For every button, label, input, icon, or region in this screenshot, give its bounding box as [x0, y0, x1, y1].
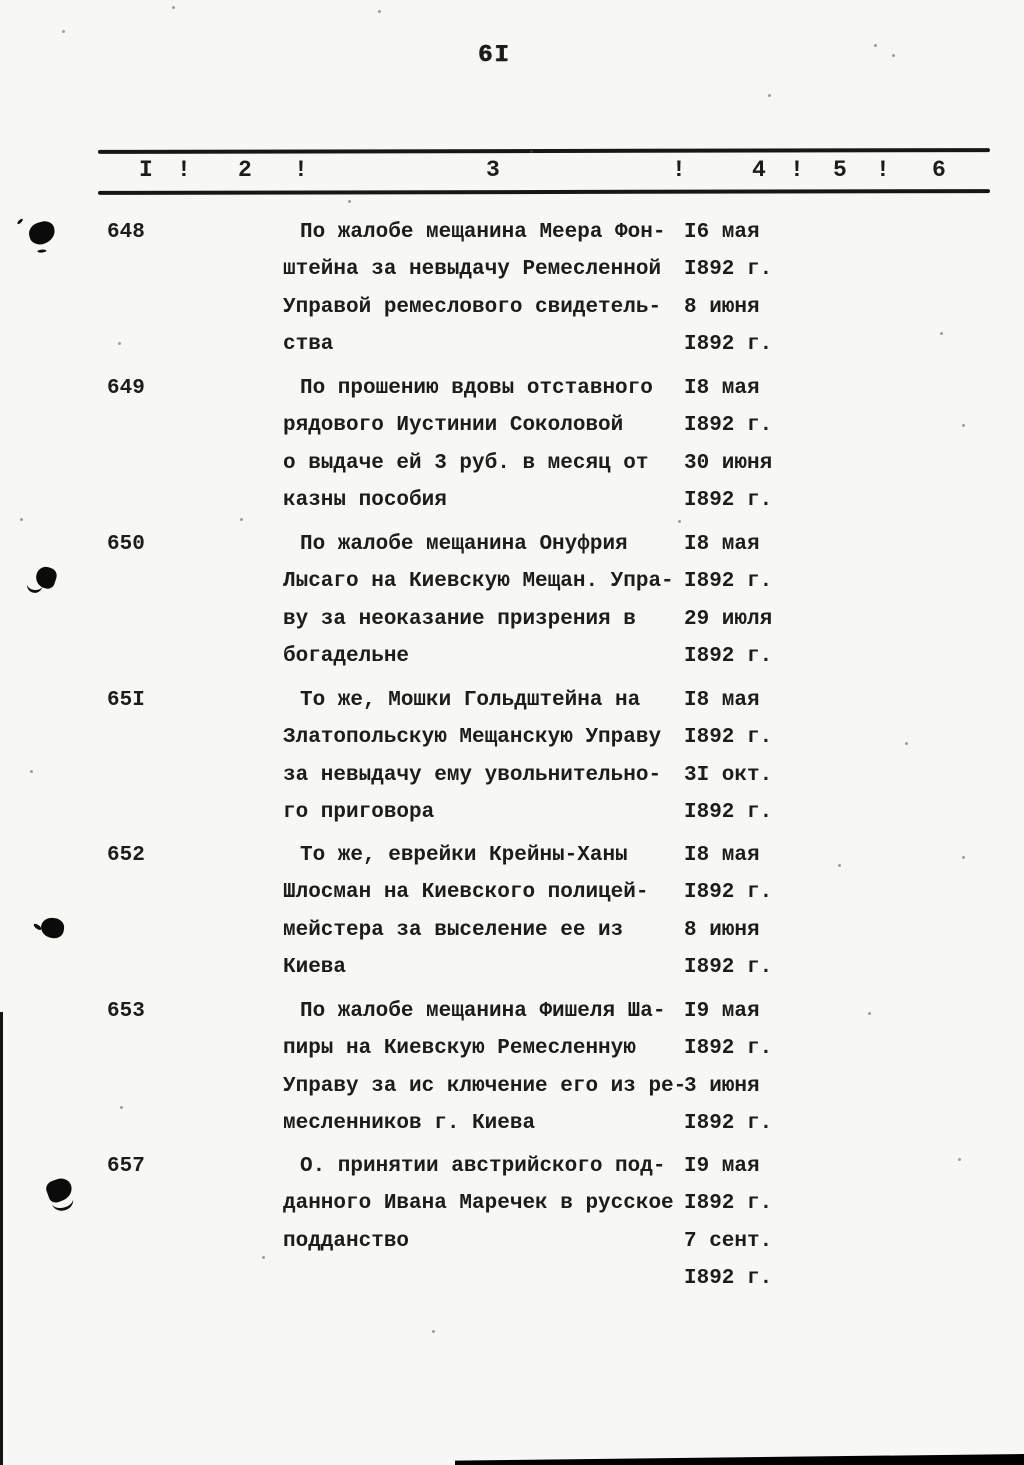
speck — [30, 770, 33, 773]
table-row — [0, 842, 1024, 998]
entry-number: 652 — [107, 844, 145, 867]
entry-line — [283, 643, 923, 680]
entry-date: I8 мая — [684, 533, 760, 556]
entry-date: I9 мая — [684, 1000, 760, 1023]
table-row — [0, 531, 1024, 687]
entry-date: I8 мая — [684, 689, 760, 712]
entry-description-line: Шлосман на Киевского полицей- — [283, 881, 649, 904]
column-number: I — [139, 157, 153, 183]
entry-date: I6 мая — [684, 221, 760, 244]
speck — [530, 150, 533, 153]
entry-number: 653 — [107, 1000, 145, 1023]
entry-line — [283, 568, 923, 605]
entry-line — [283, 762, 923, 799]
entry-line — [283, 1035, 923, 1072]
speck — [240, 518, 243, 521]
table-row — [0, 219, 1024, 375]
entry-description-line: казны пособия — [283, 489, 447, 512]
speck — [20, 518, 23, 521]
entry-date: 8 июня — [684, 919, 760, 942]
speck — [868, 1012, 871, 1015]
speck — [892, 54, 895, 57]
entry-line — [283, 1153, 923, 1190]
entry-number: 650 — [107, 533, 145, 556]
entry-description-line: По жалобе мещанина Фишеля Ша- — [300, 1000, 666, 1023]
entry-date: 29 июля — [684, 608, 773, 631]
speck — [962, 856, 965, 859]
entry-description-line: О. принятии австрийского под- — [300, 1155, 666, 1178]
column-number: 6 — [932, 157, 946, 183]
entry-description-line: Киева — [283, 956, 347, 979]
entry-description-line: штейна за невыдачу Ремесленной — [283, 258, 662, 281]
entry-line — [283, 219, 923, 256]
entry-number: 657 — [107, 1155, 145, 1178]
entry-line — [283, 606, 923, 643]
entry-description-line: пиры на Киевскую Ремесленную — [283, 1037, 636, 1060]
entry-date: I892 г. — [684, 1112, 773, 1135]
entry-date: I892 г. — [684, 414, 773, 437]
entry-line — [283, 256, 923, 293]
column-separator: ! — [672, 157, 686, 183]
entry-description-line: То же, Мошки Гольдштейна на — [300, 689, 641, 712]
speck — [172, 6, 175, 9]
entry-number: 649 — [107, 377, 145, 400]
speck — [838, 864, 841, 867]
entry-description-line: То же, еврейки Крейны-Ханы — [300, 844, 628, 867]
entry-description-line: Златопольскую Мещанскую Управу — [283, 726, 662, 749]
entry-date: 8 июня — [684, 296, 760, 319]
speck — [768, 94, 771, 97]
column-separator: ! — [790, 157, 804, 183]
entry-line — [283, 294, 923, 331]
scan-bottom-bar — [455, 1454, 1024, 1465]
entry-date: I892 г. — [684, 258, 773, 281]
entry-description-line: ства — [283, 333, 334, 356]
column-separator: ! — [294, 157, 308, 183]
entry-line — [283, 1190, 923, 1227]
entry-date: I892 г. — [684, 489, 773, 512]
entry-line — [283, 879, 923, 916]
entry-line — [283, 1228, 923, 1265]
entry-date: I892 г. — [684, 570, 773, 593]
speck — [958, 1158, 961, 1161]
entry-number: 648 — [107, 221, 145, 244]
entry-description-line: Управу за ис ключение его из ре- — [283, 1075, 687, 1098]
speck — [378, 10, 381, 13]
entry-line — [283, 917, 923, 954]
entry-date: I8 мая — [684, 844, 760, 867]
entry-description-line: богадельне — [283, 645, 410, 668]
entry-description-line: мейстера за выселение ее из — [283, 919, 624, 942]
entry-line — [283, 954, 923, 991]
table-row — [0, 375, 1024, 531]
column-separator: ! — [876, 157, 890, 183]
speck — [905, 742, 908, 745]
page-number: 6I — [478, 42, 511, 69]
speck — [432, 1330, 435, 1333]
entry-line — [283, 687, 923, 724]
table-top-rule — [98, 148, 990, 154]
column-number: 3 — [486, 157, 500, 183]
entry-line — [283, 412, 923, 449]
entry-description-line: рядового Иустинии Соколовой — [283, 414, 624, 437]
entry-description-line: ву за неоказание призрения в — [283, 608, 636, 631]
table-row — [0, 998, 1024, 1154]
entry-line — [283, 375, 923, 412]
entry-date: I892 г. — [684, 956, 773, 979]
entry-date: I9 мая — [684, 1155, 760, 1178]
speck — [118, 342, 121, 345]
entry-date: I892 г. — [684, 1192, 773, 1215]
entry-line — [283, 450, 923, 487]
speck — [262, 1256, 265, 1259]
table-header-bottom-rule — [98, 189, 990, 195]
entry-date: I892 г. — [684, 881, 773, 904]
speck — [962, 424, 965, 427]
speck — [62, 30, 65, 33]
entry-date: 3I окт. — [684, 764, 773, 787]
entry-description-line: данного Ивана Маречек в русское — [283, 1192, 674, 1215]
entry-description-line: По жалобе мещанина Онуфрия — [300, 533, 628, 556]
column-number: 5 — [833, 157, 847, 183]
entry-line — [283, 724, 923, 761]
column-number: 2 — [238, 157, 252, 183]
entry-line — [283, 1265, 923, 1302]
entry-line — [283, 1073, 923, 1110]
entry-line — [283, 487, 923, 524]
entry-date: I892 г. — [684, 726, 773, 749]
table-row — [0, 1153, 1024, 1309]
speck — [940, 332, 943, 335]
entry-description-line: месленников г. Киева — [283, 1112, 536, 1135]
entry-description-line: о выдаче ей 3 руб. в месяц от — [283, 452, 649, 475]
entry-description-line: Управой ремеслового свидетель- — [283, 296, 662, 319]
entry-description-line: Лысаго на Киевскую Мещан. Упра- — [283, 570, 674, 593]
entry-description-line: подданство — [283, 1230, 410, 1253]
entry-date: 3 июня — [684, 1075, 760, 1098]
column-separator: ! — [177, 157, 191, 183]
scan-edge-line — [0, 1012, 3, 1465]
entry-date: I8 мая — [684, 377, 760, 400]
speck — [348, 200, 351, 203]
table-row — [0, 687, 1024, 843]
speck — [874, 44, 877, 47]
speck — [678, 520, 681, 523]
entry-date: I892 г. — [684, 1037, 773, 1060]
entry-description-line: за невыдачу ему увольнительно- — [283, 764, 662, 787]
entry-line — [283, 998, 923, 1035]
entry-date: I892 г. — [684, 645, 773, 668]
entry-date: I892 г. — [684, 333, 773, 356]
entry-description-line: По жалобе мещанина Меера Фон- — [300, 221, 666, 244]
entry-date: I892 г. — [684, 1267, 773, 1290]
entry-line — [283, 331, 923, 368]
entry-line — [283, 531, 923, 568]
entry-date: 7 сент. — [684, 1230, 773, 1253]
column-number: 4 — [752, 157, 766, 183]
entry-date: 30 июня — [684, 452, 773, 475]
entry-description-line: По прошению вдовы отставного — [300, 377, 653, 400]
entry-number: 65I — [107, 689, 145, 712]
entry-line — [283, 842, 923, 879]
entry-line — [283, 799, 923, 836]
speck — [120, 1106, 123, 1109]
entry-line — [283, 1110, 923, 1147]
entry-description-line: го приговора — [283, 801, 435, 824]
entry-date: I892 г. — [684, 801, 773, 824]
